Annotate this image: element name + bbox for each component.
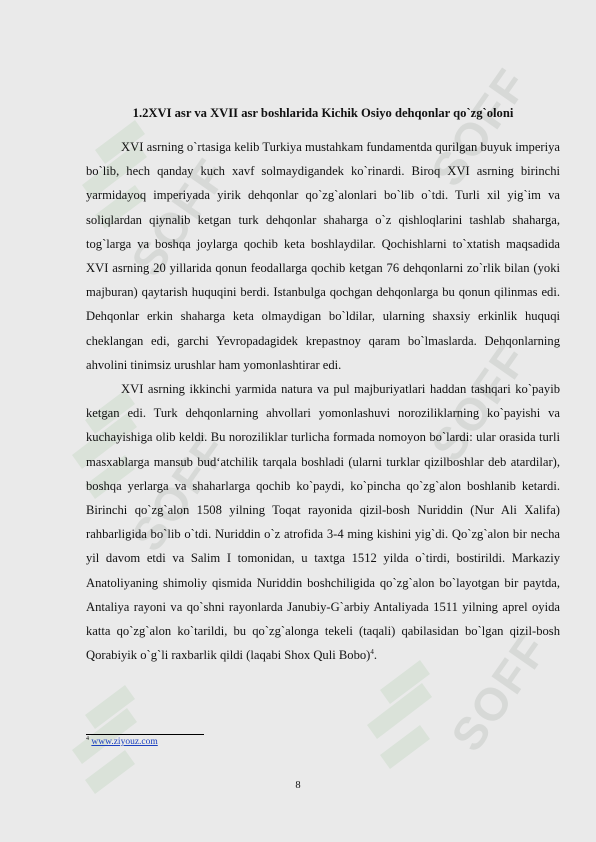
watermark-text: SOFF: [120, 423, 239, 561]
footnote-marker: 4: [86, 735, 89, 742]
watermark-text: SOFF: [420, 58, 539, 196]
watermark-text: SOFF: [440, 623, 559, 761]
footnote: [86, 737, 158, 747]
paragraph-end: .: [373, 648, 378, 663]
page-number: 8: [295, 780, 301, 791]
footnote-link[interactable]: www.ziyouz.com: [91, 737, 158, 747]
paragraph: XVI asrning o`rtasiga kelib Turkiya mustahkam fundamentda qurilgan buyuk imperiya bo`lib, hech qanday kuch xavf solmaydigandek ko`rinardi. Biroq XVI asrning birinchi yarmidayoq imperiyada yirik dehqonlar qo`zg`alonlari bo`lib o`tdi. Turli xil yig`im va soliqlardan qiynalib ketgan turk dehqonlar shaharga o`z qishloqlarini tashlab shaharga, tog`larga va boshqa joylarga qochib keta boshlaydilar. Qochishlarni to`xtatish maqsadida XVI asrning 20 yillarida qonun feodallarga qochib ketgan 76 dehqonlarni zo`rlik bilan (yoki majburan) qaytarish huquqini berdi. Istanbulga qochgan dehqonlarga bu qonun qilinmas edi. Dehqonlar erkin shaharga keta olmaydigan bo`ldilar, ularning shaxsiy erkinlik huquqi cheklangan edi, garchi Yevropadagidek krepastnoy qaram bo`lmaslarda. Dehqonlarning ahvolini tinimsiz urushlar ham yomonlashtirar edi.: [86, 140, 560, 372]
watermark-text: SOFF: [420, 333, 539, 471]
footnote-divider: [86, 734, 204, 735]
paragraph: [86, 377, 560, 667]
footnote-reference[interactable]: 4: [370, 648, 374, 657]
section-heading: 1.2XVI asr va XVII asr boshlarida Kichik Osiyo dehqonlar qo`zg`oloni: [132, 106, 514, 120]
watermark-text: SOFF: [120, 148, 239, 286]
paragraph-text: XVI asrning ikkinchi yarmida natura va pul majburiyatlari haddan tashqari ko`payib ketgan edi. Turk dehqonlarning ahvollari yomonlashuvi noroziliklarning ko`payishi va kuchayishiga olib keldi. Bu noroziliklar turlicha formada nomoyon bo`lardi: ular orasida turli masxablarga mansub bud‘atchilik tarqala boshladi (ularni turklar qizilboshlar deb atardilar), boshqa yerlarga va shaharlarga qochib ko`paydi, ko`pincha qo`zg`alon boshlanib ketardi. Birinchi qo`zg`alon 1508 yilning Toqat rayonida qizil-bosh Nuriddin (Nur Ali Xalifa) rahbarligida bo`lib o`tdi. Nuriddin o`z atrofida 3-4 ming kishini yig`di. Qo`zg`alon bir necha yil davom etdi va Salim I tomonidan, u taxtga 1512 yilda o`tirdi, bostirildi. Markaziy Anatoliyaning shimoliy qismida Nuriddin boshchiligida qo`zg`alon bo`layotgan bir paytda, Antaliya rayoni va qo`shni rayonlarda Janubiy-G`arbiy Antaliyada 1511 yilning aprel oyida katta qo`zg`alon ko`tarildi, bu qo`zg`alonga tekeli (taqali) qabilasidan bo`lgan qizil-bosh Qorabiyik o`g`li raxbarlik qildi (laqabi Shox Quli Bobo): [86, 382, 560, 663]
body-text: [86, 135, 560, 667]
